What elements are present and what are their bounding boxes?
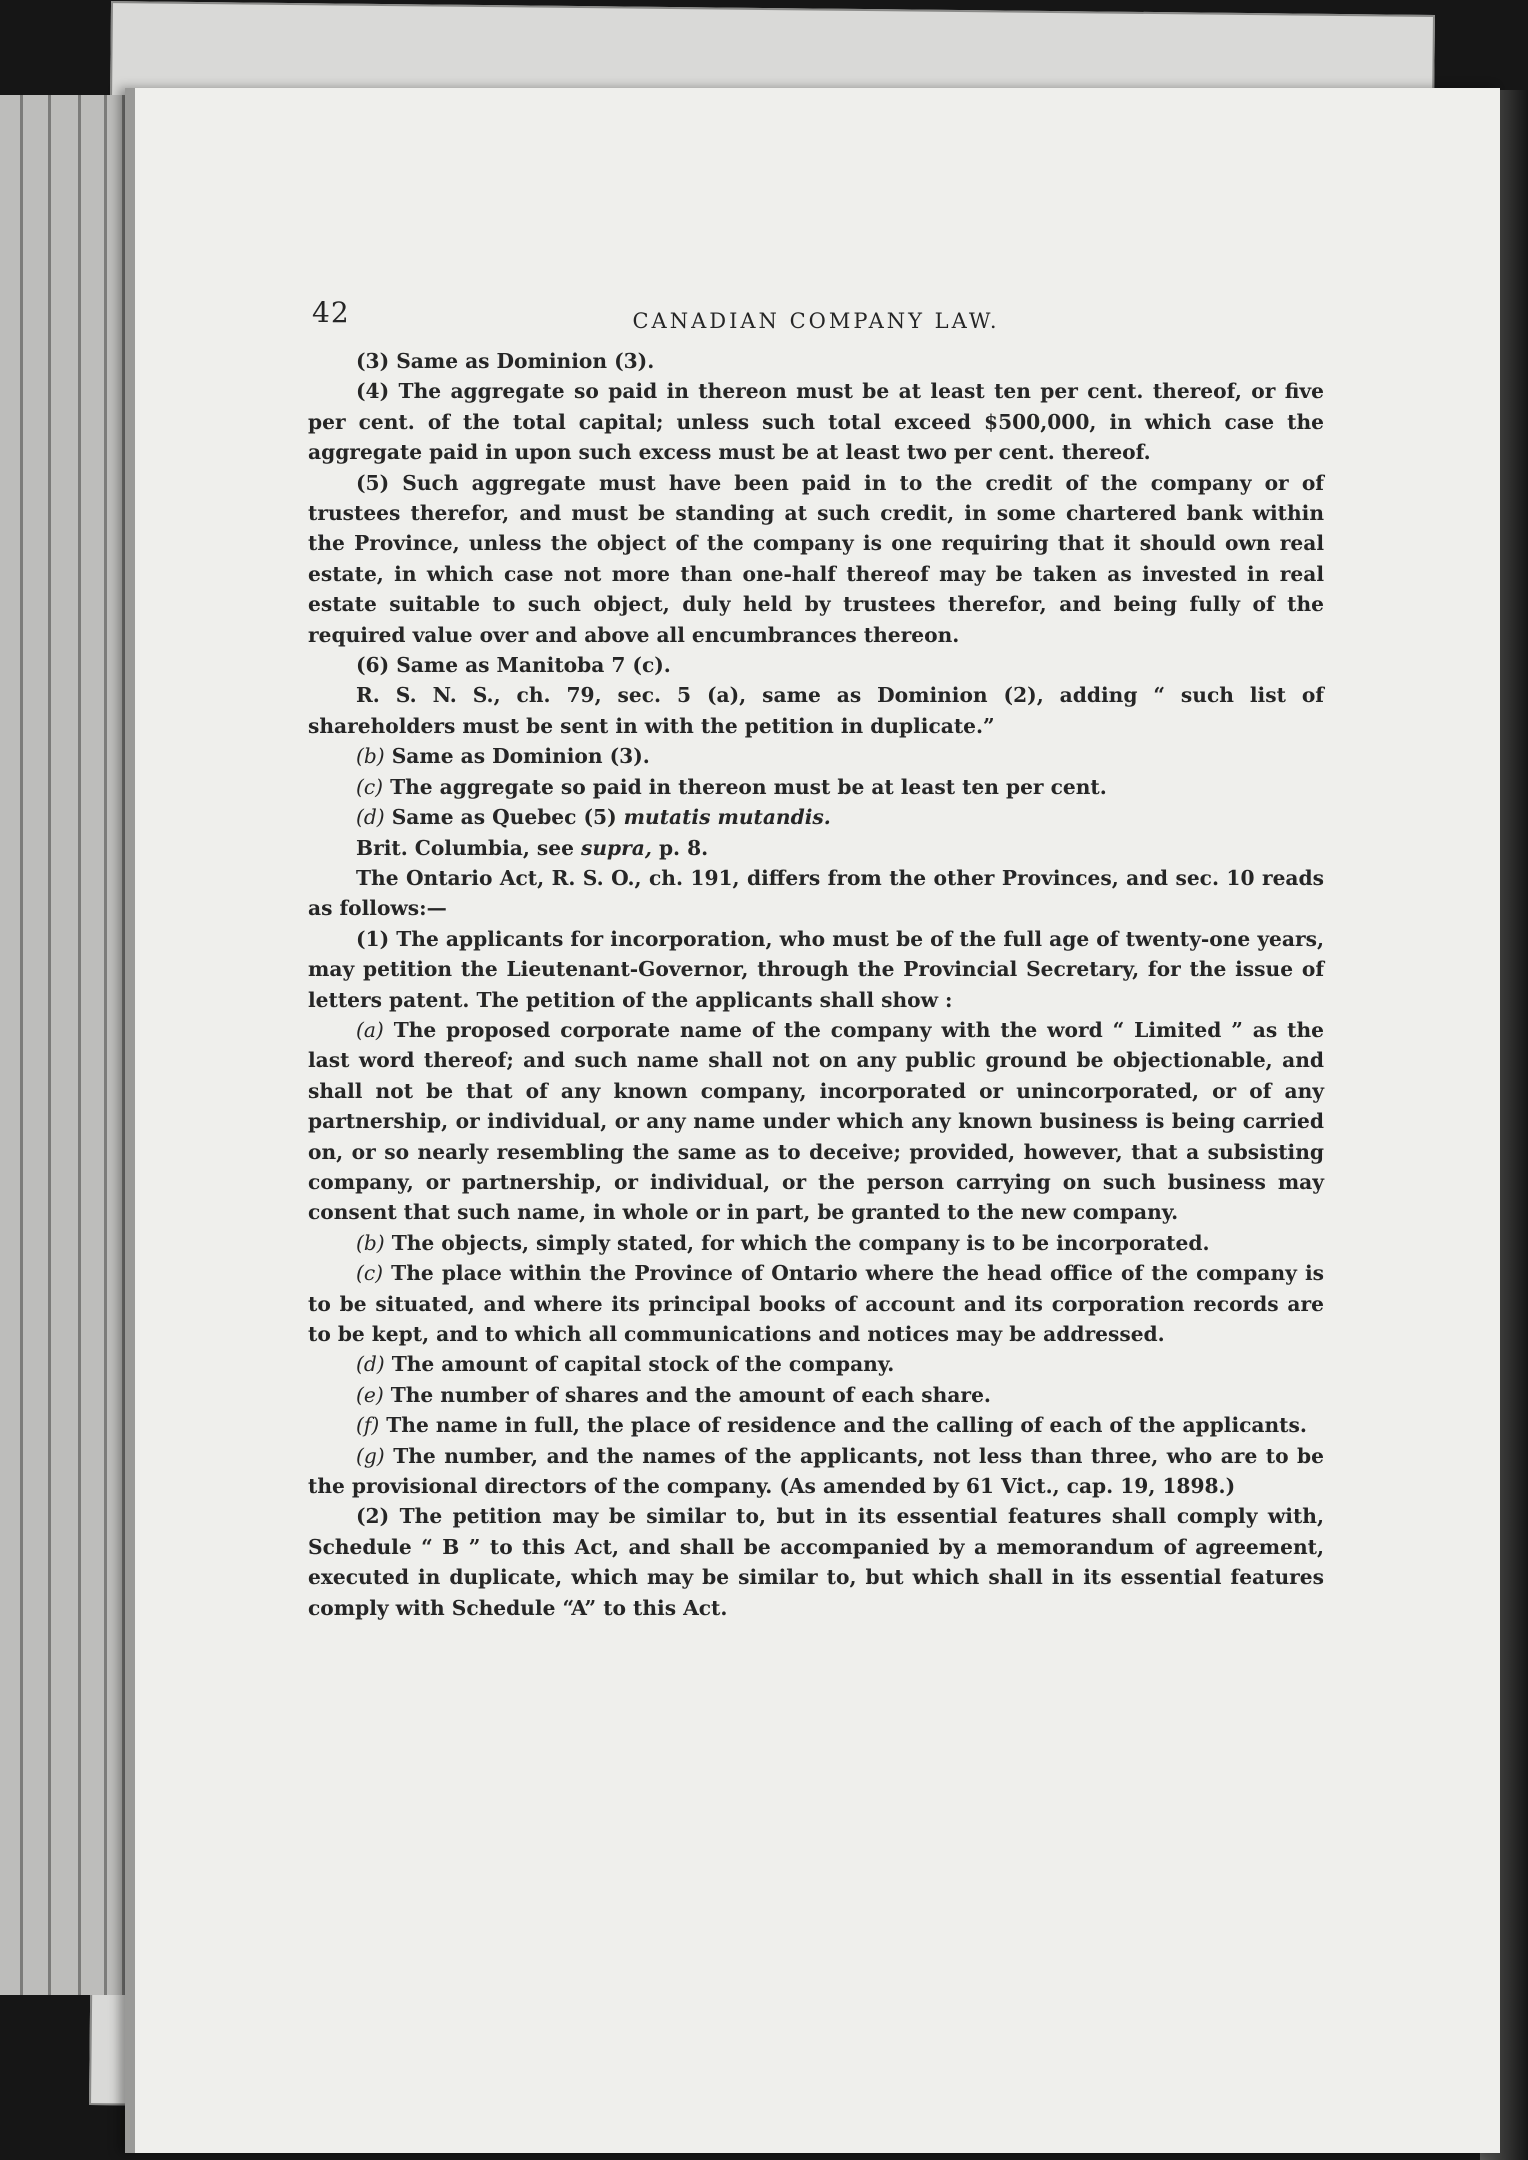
paragraph: (a) The proposed corporate name of the company with the word “ Limited ” as the last word thereof; and such name shall not on any public ground be objectionable, and shall not be that of any known company, incorporated or unincorporated, or of any partnership, or individual, or any name under which any known business is being carried on, or so nearly resembling the same as to deceive; provided, however, that a subsisting company, or partnership, or individual, or the person carrying on such business may consent that such name, in whole or in part, be granted to the new company. — [308, 1017, 1324, 1225]
paragraph: (c) The aggregate so paid in thereon must be at least ten per cent. — [356, 774, 1107, 799]
paragraph: (1) The applicants for incorporation, who must be of the full age of twenty-one years, may petition the Lieutenant-Governor, through the Provincial Secretary, for the issue of letters patent. The petition of the applicants shall show : — [308, 926, 1324, 1012]
paragraph: (d) The amount of capital stock of the company. — [356, 1352, 895, 1377]
paragraph: (e) The number of shares and the amount of each share. — [356, 1382, 991, 1407]
page-number: 42 — [312, 296, 350, 329]
running-title: CANADIAN COMPANY LAW. — [632, 309, 1000, 333]
running-head — [308, 290, 1324, 346]
paragraph: (2) The petition may be similar to, but in its essential features shall comply with, Schedule “ B ” to this Act, and shall be accompanied by a memorandum of agreement, executed in duplicate, which may be similar to, but which shall in its essential features comply with Schedule “A” to this Act. — [308, 1504, 1324, 1620]
paragraph: (d) Same as Quebec (5) mutatis mutandis. — [356, 805, 831, 830]
paragraph: (f) The name in full, the place of residence and the calling of each of the applicants. — [356, 1413, 1307, 1438]
paragraph: (3) Same as Dominion (3). — [356, 349, 655, 373]
paragraph: (b) Same as Dominion (3). — [356, 744, 650, 769]
paragraph: The Ontario Act, R. S. O., ch. 191, differs from the other Provinces, and sec. 10 reads as follows:— — [308, 865, 1324, 921]
paragraph: (5) Such aggregate must have been paid in to the credit of the company or of trustees therefor, and must be standing at such credit, in some chartered bank within the Province, unless the object of the company is one requiring that it should own real estate, in which case not more than one-half thereof may be taken as invested in real estate suitable to such object, duly held by trustees therefor, and being fully of the required value over and above all encumbrances thereon. — [308, 470, 1324, 647]
paragraph: (c) The place within the Province of Ontario where the head office of the company is to be situated, and where its principal books of account and its corporation records are to be kept, and to which all communications and notices may be addressed. — [308, 1261, 1324, 1346]
paragraph: (6) Same as Manitoba 7 (c). — [356, 653, 671, 678]
page-text — [308, 290, 1324, 1623]
paragraph: R. S. N. S., ch. 79, sec. 5 (a), same as Dominion (2), adding “ such list of shareholders must be sent in with the petition in duplicate.” — [308, 683, 1324, 738]
paragraph: (b) The objects, simply stated, for which the company is to be incorporated. — [356, 1230, 1210, 1255]
paragraph: Brit. Columbia, see supra, p. 8. — [356, 835, 709, 860]
paragraph: (4) The aggregate so paid in thereon must be at least ten per cent. thereof, or five per cent. of the total capital; unless such total exceed $500,000, in which case the aggregate paid in upon such excess must be at least two per cent. thereof. — [308, 379, 1324, 465]
paragraph: (g) The number, and the names of the applicants, not less than three, who are to be the provisional directors of the company. (As amended by 61 Vict., cap. 19, 1898.) — [308, 1443, 1325, 1499]
